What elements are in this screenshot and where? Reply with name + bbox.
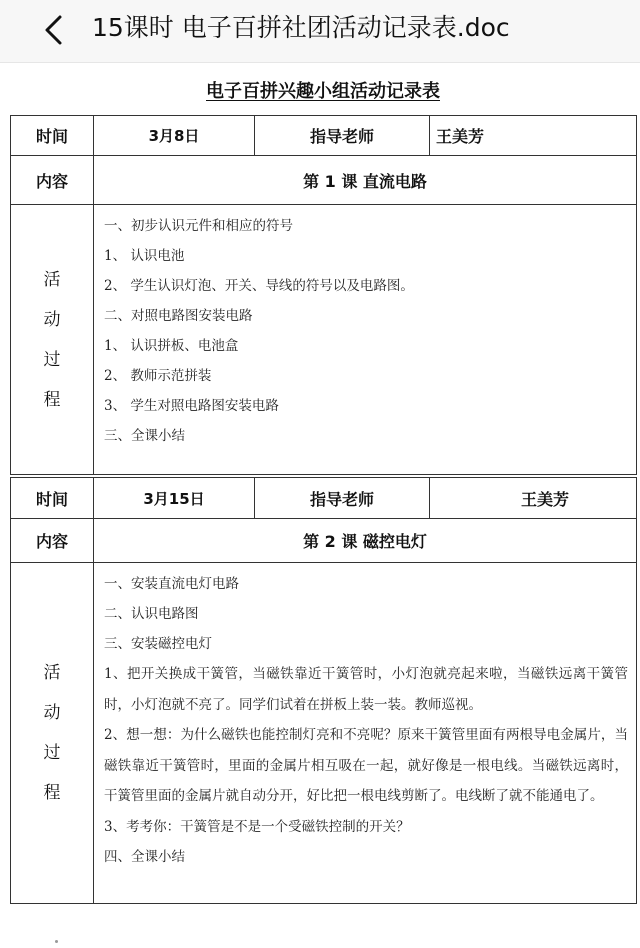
process-content [94, 205, 637, 475]
table-heading: 电子百拼兴趣小组活动记录表 [206, 81, 440, 102]
lesson-title: 第 1 课 直流电路 [94, 156, 637, 205]
teacher-name: 王美芳 [430, 478, 637, 519]
process-paragraph: 3、考考你：干簧管是不是一个受磁铁控制的开关？ [104, 818, 410, 835]
lesson-title: 第 2 课 磁控电灯 [94, 519, 637, 563]
process-line: 二、认识电路图 [104, 606, 199, 622]
app-header [0, 0, 640, 63]
process-line: 2、 教师示范拼装 [104, 368, 212, 384]
process-paragraph: 2、想一想：为什么磁铁也能控制灯亮和不亮呢？原来干簧管里面有两根导电金属片，当磁铁靠近干簧管时，里面的金属片相互吸在一起，就好像是一根电线。当磁铁远离时，干簧管里面的金属片就自动分开，好比把一根电线剪断了。电线断了就不能通电了。 [104, 727, 628, 804]
process-line: 一、初步认识元件和相应的符号 [104, 218, 293, 234]
process-line: 1、 认识拼板、电池盒 [104, 338, 239, 354]
teacher-label: 指导老师 [255, 478, 430, 519]
process-label: 活 动 过 程 [11, 563, 94, 904]
process-label: 活 动 过 程 [11, 205, 94, 475]
scroll-indicator-dot [55, 940, 58, 943]
teacher-label: 指导老师 [255, 116, 430, 156]
record-table-session-1 [10, 115, 637, 475]
document-page[interactable] [0, 63, 640, 948]
process-content [94, 563, 637, 904]
process-line: 一、安装直流电灯电路 [104, 576, 239, 592]
process-line: 2、 学生认识灯泡、开关、导线的符号以及电路图。 [104, 278, 414, 294]
chevron-left-icon[interactable] [38, 12, 74, 48]
process-line: 1、 认识电池 [104, 248, 185, 264]
record-table-session-2 [10, 477, 637, 904]
process-line: 3、 学生对照电路图安装电路 [104, 398, 279, 414]
process-paragraph: 1、把开关换成干簧管，当磁铁靠近干簧管时，小灯泡就亮起来啦，当磁铁远离干簧管时，小灯泡就不亮了。同学们试着在拼板上装一装。教师巡视。 [104, 666, 628, 713]
session-date: 3月15日 [94, 478, 255, 519]
teacher-name: 王美芳 [430, 116, 637, 156]
content-label: 内容 [11, 519, 94, 563]
process-line: 二、对照电路图安装电路 [104, 308, 253, 324]
session-date: 3月8日 [94, 116, 255, 156]
time-label: 时间 [11, 478, 94, 519]
content-label: 内容 [11, 156, 94, 205]
process-paragraph: 四、全课小结 [104, 849, 185, 865]
time-label: 时间 [11, 116, 94, 156]
process-line: 三、全课小结 [104, 428, 185, 444]
document-title: 15课时 电子百拼社团活动记录表.doc [92, 13, 510, 42]
process-line: 三、安装磁控电灯 [104, 636, 212, 652]
